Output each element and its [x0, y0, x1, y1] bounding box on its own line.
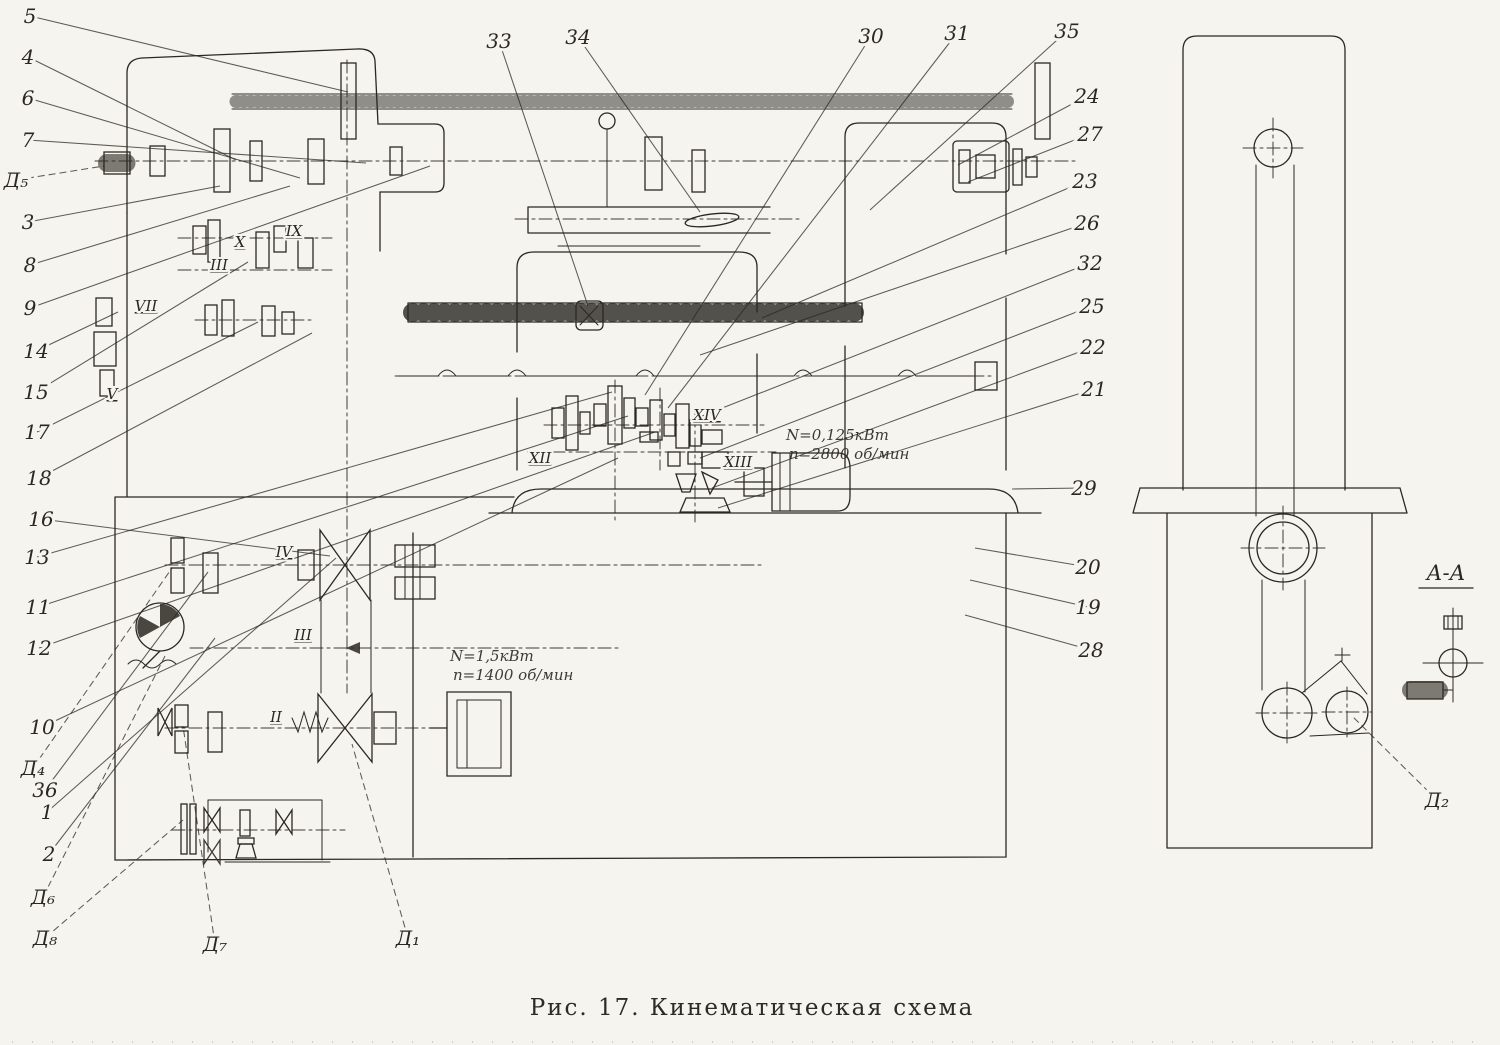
machine-side-view	[1133, 36, 1483, 848]
callout-36: 36	[32, 778, 58, 802]
leader-line-10	[42, 458, 618, 727]
leader-line-4	[28, 57, 236, 160]
callout-15: 15	[23, 380, 49, 404]
callout-19: 19	[1075, 595, 1101, 619]
leader-line-26	[700, 223, 1087, 355]
callout-8: 8	[23, 253, 37, 277]
leader-line-6	[28, 98, 300, 178]
lead-screw	[395, 362, 997, 390]
leader-line-5	[30, 16, 348, 92]
callout-25: 25	[1079, 294, 1105, 318]
shaft-label-III: III	[294, 626, 312, 644]
callout-14: 14	[23, 339, 49, 363]
callout-16: 16	[28, 507, 54, 531]
callout-20: 20	[1075, 555, 1101, 579]
leader-line-Д₇	[183, 726, 215, 944]
main-motor	[430, 692, 511, 776]
callout-33: 33	[486, 29, 512, 53]
leader-line-28	[965, 615, 1091, 650]
leader-line-25	[700, 306, 1092, 458]
callout-9: 9	[23, 296, 37, 320]
callout-6: 6	[21, 86, 35, 110]
section-label: А-А	[1426, 561, 1466, 585]
shaft-label-IV: IV	[275, 543, 293, 561]
tensioner-mechanism	[172, 800, 345, 864]
top-right-gearbox	[953, 141, 1037, 192]
callout-32: 32	[1077, 251, 1103, 275]
callout-28: 28	[1078, 638, 1104, 662]
leader-line-7	[28, 140, 366, 163]
leader-line-3	[28, 186, 220, 222]
section-detail	[1407, 608, 1483, 702]
callout-21: 21	[1081, 377, 1107, 401]
aux-motor-power: N=0,125кВт	[786, 426, 889, 444]
callout-13: 13	[24, 545, 50, 569]
leader-line-17	[37, 322, 258, 432]
callout-12: 12	[26, 636, 52, 660]
figure-caption: Рис. 17. Кинематическая схема	[529, 995, 975, 1021]
callout-1: 1	[40, 800, 54, 824]
shaft-label-II: II	[270, 708, 282, 726]
main-motor-speed: n=1400 об/мин	[453, 666, 574, 684]
gear-clusters	[94, 220, 332, 396]
callout-35: 35	[1054, 19, 1080, 43]
callout-31: 31	[944, 21, 970, 45]
main-motor-label	[449, 647, 573, 684]
shaft-label-VII: VII	[134, 297, 158, 315]
callout-Д₆: Д₆	[30, 885, 56, 909]
callout-30: 30	[858, 24, 884, 48]
callout-11: 11	[25, 595, 51, 619]
callout-2: 2	[42, 842, 56, 866]
callout-18: 18	[26, 466, 52, 490]
callout-7: 7	[21, 128, 35, 152]
main-motor-power: N=1,5кВт	[450, 647, 534, 665]
shaft-labels-layer	[107, 222, 754, 726]
cutter-bar	[515, 113, 800, 246]
leader-line-20	[975, 548, 1088, 567]
callout-17: 17	[24, 420, 50, 444]
callout-Д₈: Д₈	[32, 926, 58, 950]
callout-24: 24	[1074, 84, 1100, 108]
leader-line-32	[692, 263, 1090, 420]
callout-4: 4	[21, 45, 35, 69]
callout-10: 10	[29, 715, 55, 739]
leader-line-23	[762, 181, 1085, 318]
leader-line-31	[668, 33, 957, 408]
leader-line-22	[712, 347, 1093, 488]
callout-22: 22	[1080, 335, 1106, 359]
leader-line-Д₈	[45, 820, 183, 938]
leader-line-19	[970, 580, 1088, 607]
rack-and-pinion	[408, 301, 862, 330]
callout-3: 3	[21, 210, 35, 234]
callout-27: 27	[1077, 122, 1103, 146]
shaft-label-XIV: XIV	[693, 406, 721, 424]
shaft-label-III: III	[210, 256, 228, 274]
callout-Д₂: Д₂	[1424, 788, 1450, 812]
callout-34: 34	[565, 25, 591, 49]
callout-Д₄: Д₄	[20, 756, 46, 780]
leader-line-36	[45, 572, 208, 790]
shaft-label-XII: XII	[528, 449, 552, 467]
aux-motor-label	[785, 426, 909, 463]
shaft-label-XIII: XIII	[723, 453, 753, 471]
side-belt-drive	[1241, 118, 1372, 744]
shaft-label-V: V	[106, 385, 118, 403]
leader-line-Д₅	[16, 166, 104, 180]
leader-line-30	[645, 36, 871, 395]
callout-Д₅: Д₅	[3, 168, 29, 192]
leader-line-Д₁	[352, 744, 408, 938]
leader-line-8	[30, 186, 290, 265]
callout-29: 29	[1071, 476, 1097, 500]
callout-Д₇: Д₇	[202, 932, 228, 956]
callout-5: 5	[23, 4, 37, 28]
leader-line-33	[499, 41, 588, 306]
shaft-label-IX: IX	[285, 222, 303, 240]
callout-23: 23	[1072, 169, 1098, 193]
callout-Д₁: Д₁	[395, 926, 421, 950]
leader-line-13	[37, 392, 612, 557]
aux-motor-speed: n=2800 об/мин	[789, 445, 910, 463]
leader-line-18	[39, 333, 312, 478]
shaft-label-X: X	[234, 233, 246, 251]
leader-line-34	[578, 37, 700, 212]
leader-line-15	[36, 262, 248, 392]
callout-26: 26	[1074, 211, 1100, 235]
